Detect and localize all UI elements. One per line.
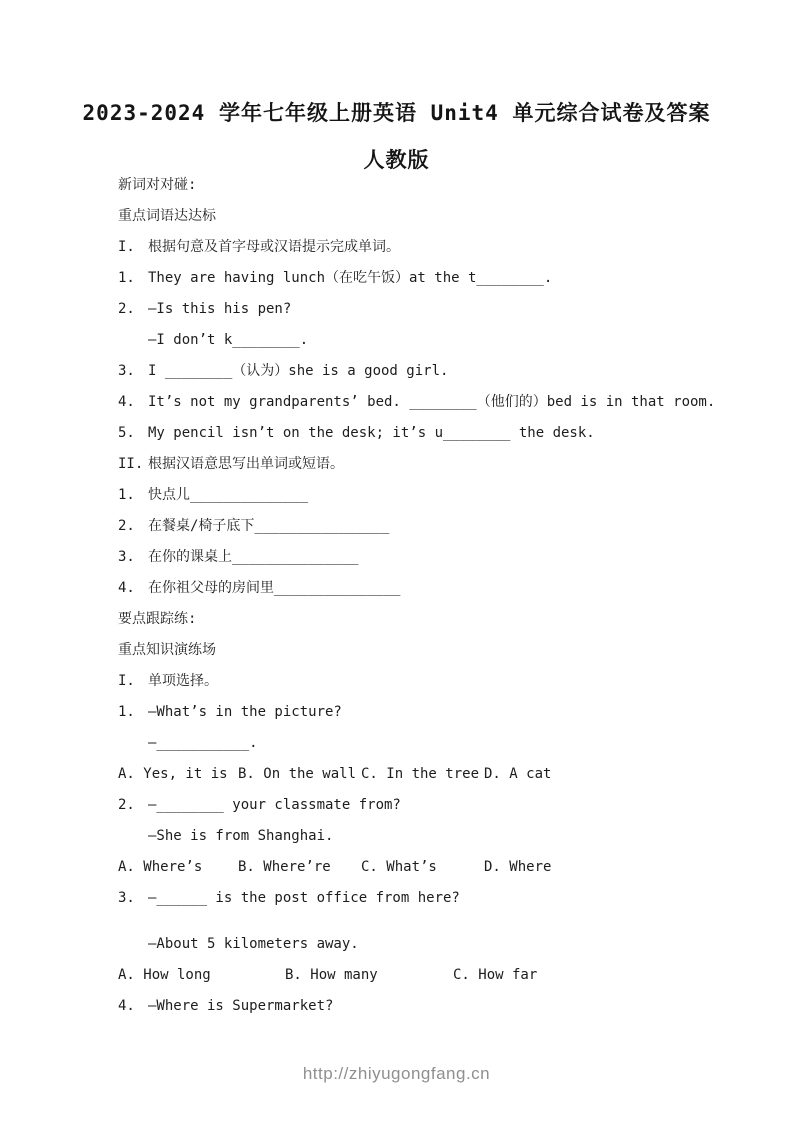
section-header: [118, 232, 758, 263]
line-text: 重点知识演练场: [118, 642, 216, 658]
question-line: [118, 883, 758, 914]
line-text: I ________（认为）she is a good girl.: [148, 363, 449, 379]
line-text: 在餐桌/椅子底下________________: [148, 518, 390, 534]
section-header: [118, 666, 758, 697]
question-line: [118, 356, 758, 387]
line-text: 在你的课桌上_______________: [148, 549, 359, 565]
option-c: C. In the tree: [361, 766, 480, 782]
line-text: 单项选择。: [148, 673, 218, 689]
item-number: 4.: [118, 394, 135, 410]
item-number: 3.: [118, 549, 135, 565]
item-number: 3.: [118, 363, 135, 379]
option-c: C. How far: [453, 967, 538, 983]
option-c: C. What’s: [361, 859, 437, 875]
question-line: [118, 511, 758, 542]
option-a: A. How long: [118, 967, 211, 983]
item-number: 4.: [118, 580, 135, 596]
option-b: B. How many: [285, 967, 378, 983]
line-text: —What’s in the picture?: [148, 704, 342, 720]
option-row: [118, 960, 758, 991]
question-line: [118, 418, 758, 449]
text-line: [118, 201, 758, 232]
item-number: 1.: [118, 487, 135, 503]
line-text: —Is this his pen?: [148, 301, 292, 317]
page-title-line2: 人教版: [363, 148, 430, 172]
line-text: 重点词语达达标: [118, 208, 216, 224]
option-d: D. A cat: [484, 766, 552, 782]
line-text: —________ your classmate from?: [148, 797, 401, 813]
option-row: [118, 852, 758, 883]
option-a: A. Yes, it is: [118, 766, 228, 782]
option-a: A. Where’s: [118, 859, 203, 875]
item-number: 3.: [118, 890, 135, 906]
answer-line: [118, 821, 758, 852]
line-text: —About 5 kilometers away.: [148, 936, 359, 952]
item-number: 2.: [118, 797, 135, 813]
answer-line: [118, 929, 758, 960]
section-number: I.: [118, 673, 135, 689]
text-line: [118, 604, 758, 635]
text-line: [118, 170, 758, 201]
section-number: II.: [118, 456, 144, 472]
line-text: 根据汉语意思写出单词或短语。: [148, 456, 344, 472]
question-line: [118, 790, 758, 821]
line-text: 根据句意及首字母或汉语提示完成单词。: [148, 239, 400, 255]
line-text: —______ is the post office from here?: [148, 890, 460, 906]
page-title-line1: 2023-2024 学年七年级上册英语 Unit4 单元综合试卷及答案: [82, 101, 711, 125]
question-line: [118, 542, 758, 573]
question-line: [118, 573, 758, 604]
item-number: 2.: [118, 518, 135, 534]
line-text: 新词对对碰:: [118, 177, 197, 193]
line-text: 快点儿______________: [148, 487, 309, 503]
line-text: 在你祖父母的房间里_______________: [148, 580, 401, 596]
item-number: 5.: [118, 425, 135, 441]
question-line: [118, 294, 758, 325]
question-line: [118, 263, 758, 294]
footer-watermark-url: http://zhiyugongfang.cn: [302, 1064, 491, 1083]
answer-line: [118, 325, 758, 356]
question-line: [118, 991, 758, 1022]
line-text: It’s not my grandparents’ bed. ________（他们的）bed is in that room.: [148, 394, 716, 410]
item-number: 4.: [118, 998, 135, 1014]
question-line: [118, 697, 758, 728]
option-b: B. On the wall: [238, 766, 357, 782]
option-b: B. Where’re: [238, 859, 331, 875]
line-text: —She is from Shanghai.: [148, 828, 334, 844]
line-text: My pencil isn’t on the desk; it’s u________ the desk.: [148, 425, 595, 441]
line-text: 要点跟踪练:: [118, 611, 197, 627]
item-number: 2.: [118, 301, 135, 317]
line-text: —___________.: [148, 735, 258, 751]
text-line: [118, 635, 758, 666]
item-number: 1.: [118, 270, 135, 286]
option-d: D. Where: [484, 859, 552, 875]
line-text: —I don’t k________.: [148, 332, 309, 348]
option-row: [118, 759, 758, 790]
document-body: [118, 170, 758, 1022]
line-text: —Where is Supermarket?: [148, 998, 334, 1014]
section-header: [118, 449, 758, 480]
answer-line: [118, 728, 758, 759]
line-text: They are having lunch（在吃午饭）at the t________.: [148, 270, 553, 286]
item-number: 1.: [118, 704, 135, 720]
question-line: [118, 387, 758, 418]
section-number: I.: [118, 239, 135, 255]
question-line: [118, 480, 758, 511]
